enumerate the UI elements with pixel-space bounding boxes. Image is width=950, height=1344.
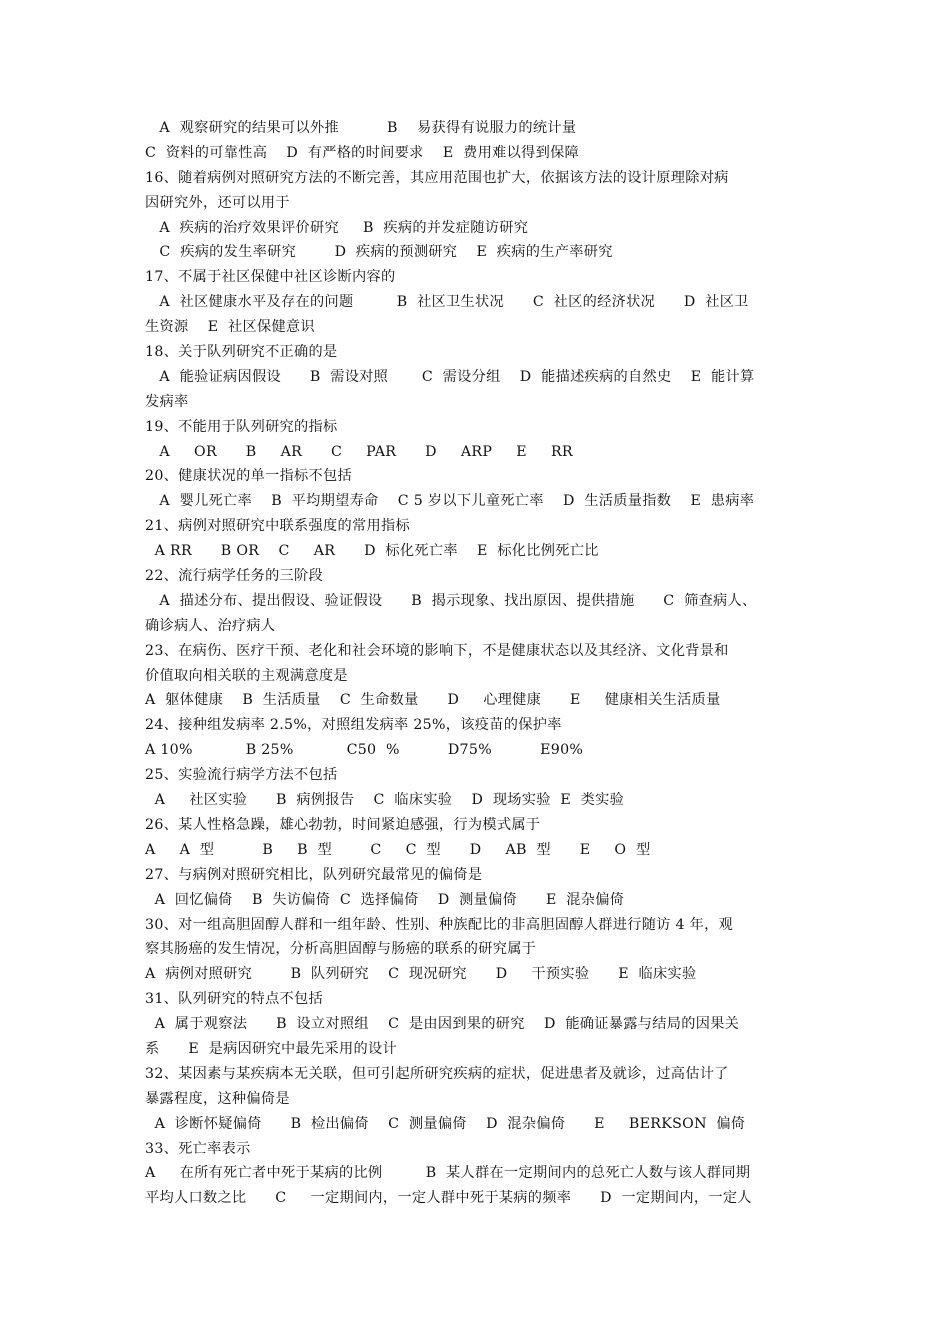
text-line: 18、关于队列研究不正确的是 (145, 344, 338, 361)
text-line: 20、健康状况的单一指标不包括 (145, 468, 352, 485)
text-line: 27、与病例对照研究相比，队列研究最常见的偏倚是 (145, 866, 483, 883)
text-line: A 躯体健康 B 生活质量 C 生命数量 D 心理健康 E 健康相关生活质量 (145, 692, 721, 709)
text-line: 22、流行病学任务的三阶段 (145, 568, 324, 585)
text-line: 25、实验流行病学方法不包括 (145, 767, 338, 784)
text-line: 33、死亡率表示 (145, 1140, 251, 1157)
text-line: A 婴儿死亡率 B 平均期望寿命 C 5 岁以下儿童死亡率 D 生活质量指数 E 患病率 (145, 493, 755, 510)
text-line: A OR B AR C PAR D ARP E RR (145, 443, 573, 460)
text-line: A 属于观察法 B 设立对照组 C 是由因到果的研究 D 能确证暴露与结局的因果关 (145, 1016, 740, 1033)
text-line: 24、接种组发病率 2.5%，对照组发病率 25%，该疫苗的保护率 (145, 717, 562, 734)
text-line: A 10% B 25% C50 % D75% E90% (145, 742, 584, 759)
text-line: 16、随着病例对照研究方法的不断完善，其应用范围也扩大，依据该方法的设计原理除对病 (145, 169, 729, 186)
document-page (145, 116, 810, 1211)
text-line: A 病例对照研究 B 队列研究 C 现况研究 D 干预实验 E 临床实验 (145, 966, 697, 983)
text-line: A 疾病的治疗效果评价研究 B 疾病的并发症随访研究 (145, 219, 529, 236)
text-line: 21、病例对照研究中联系强度的常用指标 (145, 518, 410, 535)
text-line: A 能验证病因假设 B 需设对照 C 需设分组 D 能描述疾病的自然史 E 能计算 (145, 368, 755, 385)
text-line: C 资料的可靠性高 D 有严格的时间要求 E 费用难以得到保障 (145, 144, 580, 161)
text-line: 17、不属于社区保健中社区诊断内容的 (145, 269, 396, 286)
text-line: 30、对一组高胆固醇人群和一组年龄、性别、种族配比的非高胆固醇人群进行随访 4 年，观 (145, 916, 734, 933)
text-line: 平均人口数之比 C 一定期间内，一定人群中死于某病的频率 D 一定期间内，一定人 (145, 1190, 752, 1207)
text-line: A 社区实验 B 病例报告 C 临床实验 D 现场实验 E 类实验 (145, 792, 625, 809)
text-line: A 诊断怀疑偏倚 B 检出偏倚 C 测量偏倚 D 混杂偏倚 E BERKSON 偏倚 (145, 1115, 746, 1132)
text-line: 生资源 E 社区保健意识 (145, 319, 315, 336)
text-line: 确诊病人、治疗病人 (145, 617, 276, 634)
text-line: A 在所有死亡者中死于某病的比例 B 某人群在一定期间内的总死亡人数与该人群同期 (145, 1165, 751, 1182)
text-line: 发病率 (145, 393, 189, 410)
text-line: 察其肠癌的发生情况，分析高胆固醇与肠癌的联系的研究属于 (145, 941, 537, 958)
text-line: 因研究外，还可以用于 (145, 194, 290, 211)
text-line: 31、队列研究的特点不包括 (145, 991, 324, 1008)
text-line: C 疾病的发生率研究 D 疾病的预测研究 E 疾病的生产率研究 (145, 244, 613, 261)
text-line: 32、某因素与某疾病本无关联，但可引起所研究疾病的症状，促进患者及就诊，过高估计了 (145, 1065, 729, 1082)
text-line: 暴露程度，这种偏倚是 (145, 1090, 290, 1107)
text-line: 系 E 是病因研究中最先采用的设计 (145, 1040, 397, 1057)
text-line: 23、在病伤、医疗干预、老化和社会环境的影响下，不是健康状态以及其经济、文化背景和 (145, 642, 729, 659)
text-line: 价值取向相关联的主观满意度是 (145, 667, 348, 684)
text-line: A 回忆偏倚 B 失访偏倚 C 选择偏倚 D 测量偏倚 E 混杂偏倚 (145, 891, 625, 908)
text-line: 19、不能用于队列研究的指标 (145, 418, 338, 435)
text-line: A 描述分布、提出假设、验证假设 B 揭示现象、找出原因、提供措施 C 筛查病人、 (145, 592, 757, 609)
text-line: 26、某人性格急躁，雄心勃勃，时间紧迫感强，行为模式属于 (145, 816, 541, 833)
text-line: A RR B OR C AR D 标化死亡率 E 标化比例死亡比 (145, 543, 599, 560)
text-line: A 观察研究的结果可以外推 B 易获得有说服力的统计量 (145, 120, 577, 136)
text-line: A 社区健康水平及存在的问题 B 社区卫生状况 C 社区的经济状况 D 社区卫 (145, 294, 749, 311)
text-line: A A 型 B B 型 C C 型 D AB 型 E O 型 (145, 841, 651, 858)
